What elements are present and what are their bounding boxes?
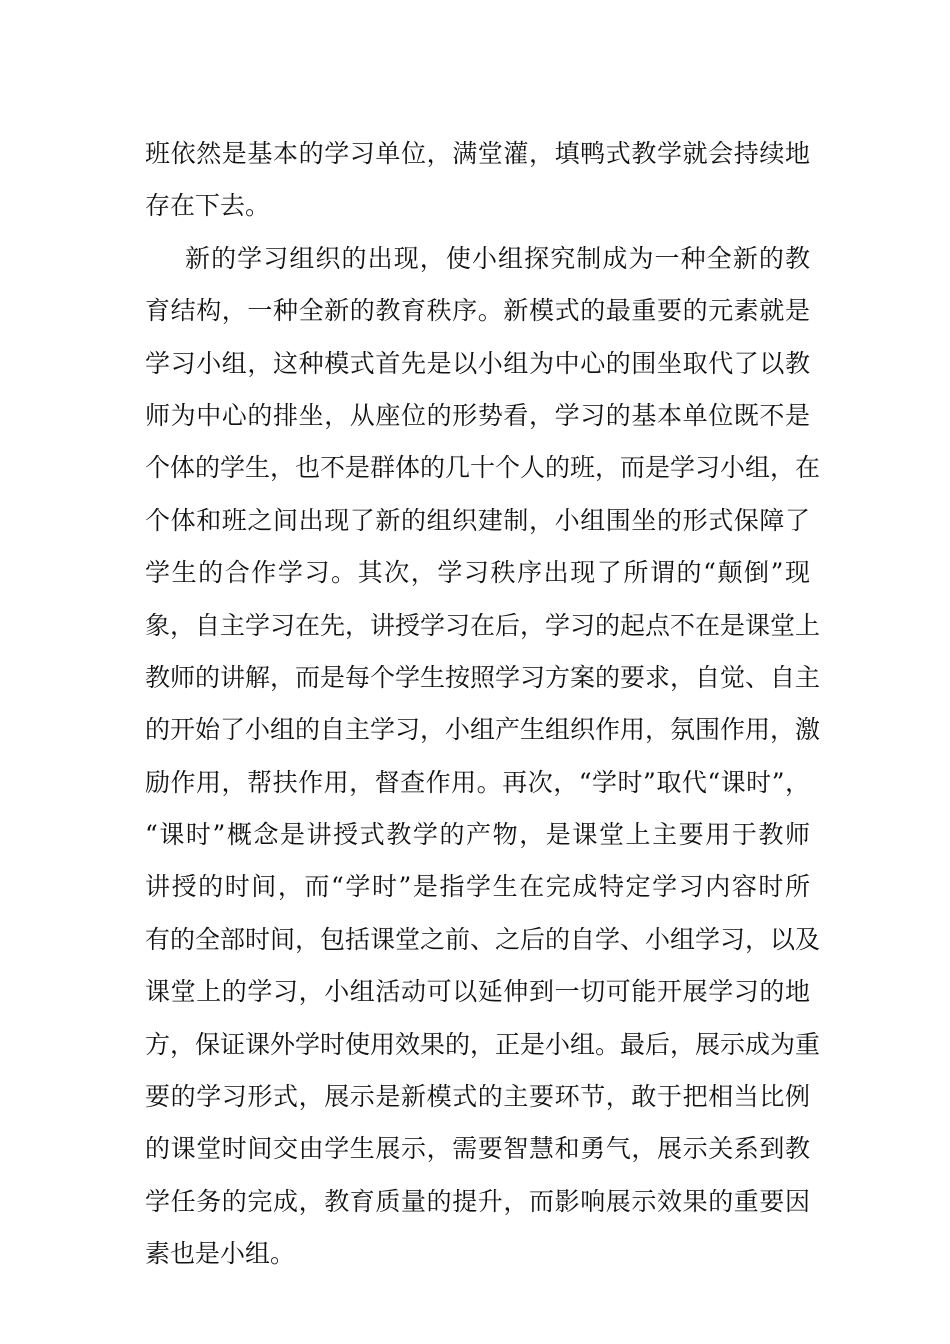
text-line: 个体和班之间出现了新的组织建制，小组围坐的形式保障了	[145, 505, 810, 535]
text-line: 班依然是基本的学习单位，满堂灌，填鸭式教学就会持续地	[145, 139, 810, 168]
text-line: 教师的讲解，而是每个学生按照学习方案的要求，自觉、自主	[145, 662, 821, 692]
text-line: 存在下去。	[145, 191, 271, 221]
text-line: 励作用，帮扶作用，督查作用。再次，“学时”取代“课时”，	[145, 767, 810, 797]
text-line: 育结构，一种全新的教育秩序。新模式的最重要的元素就是	[145, 296, 810, 326]
text-line: 新的学习组织的出现，使小组探究制成为一种全新的教	[185, 243, 810, 273]
text-line: “课时”概念是讲授式教学的产物，是课堂上主要用于教师	[145, 820, 810, 850]
text-line: 的开始了小组的自主学习，小组产生组织作用，氛围作用，激	[145, 715, 821, 745]
text-line: 个体的学生，也不是群体的几十个人的班，而是学习小组，在	[145, 453, 821, 483]
text-line: 师为中心的排坐，从座位的形势看，学习的基本单位既不是	[145, 400, 810, 430]
body-text	[145, 128, 821, 1281]
text-line: 课堂上的学习，小组活动可以延伸到一切可能开展学习的地	[145, 977, 810, 1007]
text-line: 要的学习形式，展示是新模式的主要环节，敢于把相当比例	[145, 1082, 810, 1112]
text-line: 学任务的完成，教育质量的提升，而影响展示效果的重要因	[145, 1186, 810, 1216]
text-line: 方，保证课外学时使用效果的，正是小组。最后，展示成为重	[145, 1029, 821, 1059]
text-line: 的课堂时间交由学生展示，需要智慧和勇气，展示关系到教	[145, 1134, 810, 1164]
text-line: 学生的合作学习。其次，学习秩序出现了所谓的“颠倒”现	[145, 558, 810, 588]
text-line: 有的全部时间，包括课堂之前、之后的自学、小组学习，以及	[145, 924, 821, 954]
text-line: 象，自主学习在先，讲授学习在后，学习的起点不在是课堂上	[145, 610, 821, 640]
text-line: 学习小组，这种模式首先是以小组为中心的围坐取代了以教	[145, 348, 810, 378]
text-line: 讲授的时间，而“学时”是指学生在完成特定学习内容时所	[145, 872, 810, 902]
text-line: 素也是小组。	[145, 1239, 296, 1269]
